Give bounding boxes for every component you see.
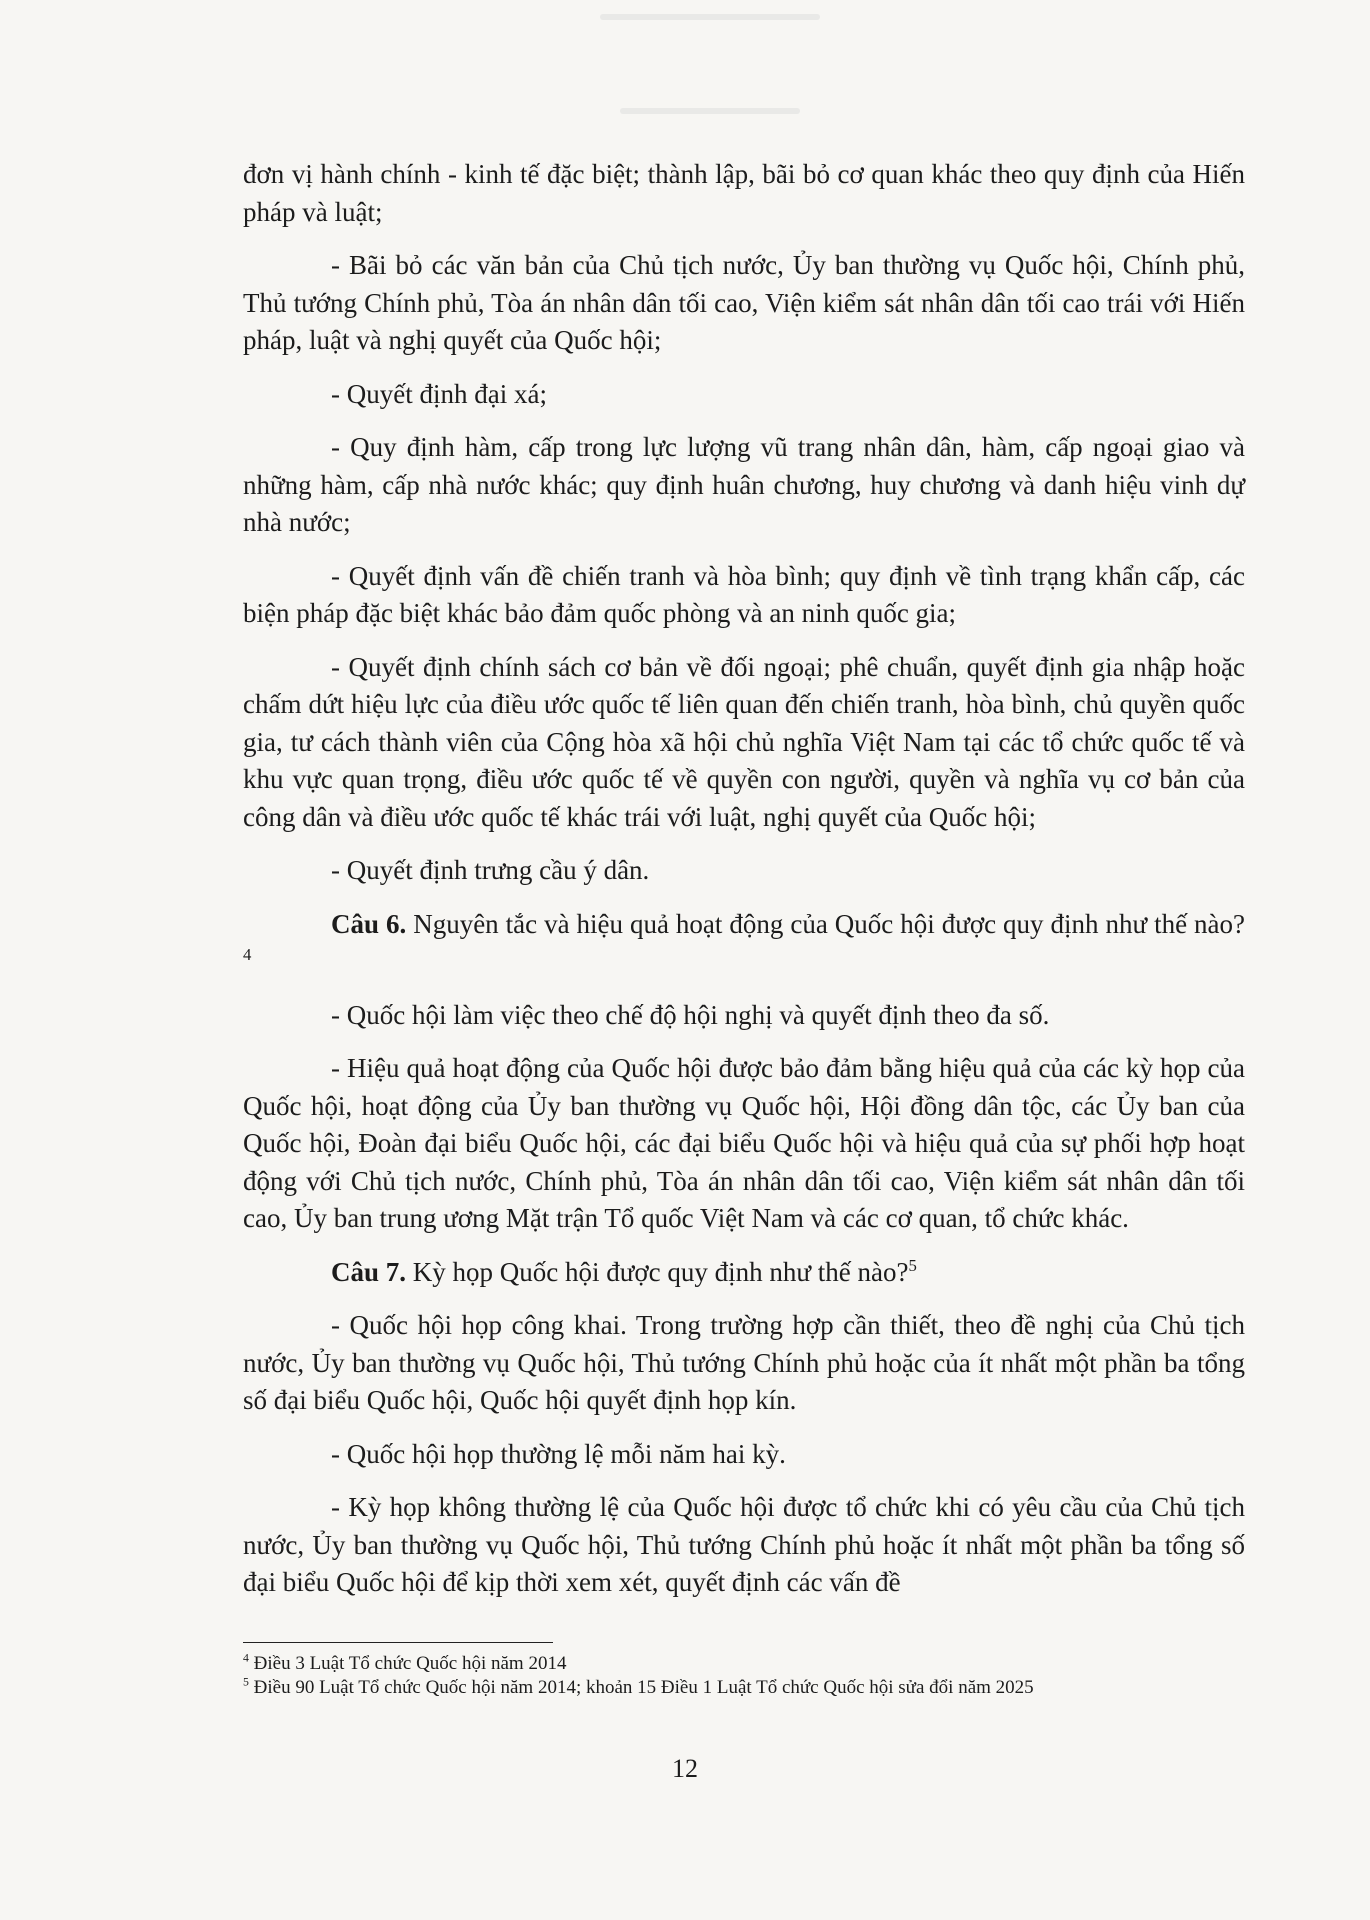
- paragraph: - Hiệu quả hoạt động của Quốc hội được bảo đảm bằng hiệu quả của các kỳ họp của Quốc hội, hoạt động của Ủy ban thường vụ Quốc hội, Hội đồng dân tộc, các Ủy ban của Quốc hội, Đoàn đại biểu Quốc hội, các đại biểu Quốc hội và hiệu quả của sự phối hợp hoạt động với Chủ tịch nước, Chính phủ, Tòa án nhân dân tối cao, Viện kiểm sát nhân dân tối cao, Ủy ban trung ương Mặt trận Tổ quốc Việt Nam và các cơ quan, tổ chức khác.: [243, 1053, 1245, 1233]
- question-6-label: Câu 6.: [331, 908, 407, 939]
- paragraph: - Quyết định chính sách cơ bản về đối ngoại; phê chuẩn, quyết định gia nhập hoặc chấm dứt hiệu lực của điều ước quốc tế liên quan đến chiến tranh, hòa bình, chủ quyền quốc gia, tư cách thành viên của Cộng hòa xã hội chủ nghĩa Việt Nam tại các tổ chức quốc tế và khu vực quan trọng, điều ước quốc tế về quyền con người, quyền và nghĩa vụ cơ bản của công dân và điều ước quốc tế khác trái với luật, nghị quyết của Quốc hội;: [243, 651, 1245, 832]
- question-7-heading: [243, 1254, 1245, 1292]
- footnote-text: Điều 3 Luật Tổ chức Quốc hội năm 2014: [248, 1653, 567, 1674]
- footnote-ref-5: 5: [908, 1255, 917, 1275]
- question-6-heading: [243, 906, 1245, 981]
- footnote-ref-4: 4: [243, 945, 252, 964]
- question-7-text: Kỳ họp Quốc hội được quy định như thế nào?: [406, 1256, 909, 1287]
- paragraph: - Quy định hàm, cấp trong lực lượng vũ trang nhân dân, hàm, cấp ngoại giao và những hàm, cấp nhà nước khác; quy định huân chương, huy chương và danh hiệu vinh dự nhà nước;: [243, 432, 1245, 537]
- paragraph: - Kỳ họp không thường lệ của Quốc hội được tổ chức khi có yêu cầu của Chủ tịch nước, Ủy ban thường vụ Quốc hội, Thủ tướng Chính phủ hoặc ít nhất một phần ba tổng số đại biểu Quốc hội để kịp thời xem xét, quyết định các vấn đề: [243, 1492, 1245, 1597]
- paragraph: - Quốc hội họp công khai. Trong trường hợp cần thiết, theo đề nghị của Chủ tịch nước, Ủy ban thường vụ Quốc hội, Thủ tướng Chính phủ hoặc của ít nhất một phần ba tổng số đại biểu Quốc hội, Quốc hội quyết định họp kín.: [243, 1310, 1245, 1415]
- footnotes: [243, 1652, 1245, 1700]
- paragraph: - Bãi bỏ các văn bản của Chủ tịch nước, Ủy ban thường vụ Quốc hội, Chính phủ, Thủ tướng Chính phủ, Tòa án nhân dân tối cao, Viện kiểm sát nhân dân tối cao trái với Hiến pháp, luật và nghị quyết của Quốc hội;: [243, 250, 1245, 355]
- question-7-label: Câu 7.: [331, 1256, 407, 1287]
- paragraph: - Quốc hội làm việc theo chế độ hội nghị và quyết định theo đa số.: [331, 999, 1050, 1030]
- footnote-marker: 5: [243, 1675, 249, 1689]
- paragraph: đơn vị hành chính - kinh tế đặc biệt; thành lập, bãi bỏ cơ quan khác theo quy định của Hiến pháp và luật;: [243, 159, 1245, 227]
- footnote-text: Điều 90 Luật Tổ chức Quốc hội năm 2014; khoản 15 Điều 1 Luật Tổ chức Quốc hội sửa đổi năm 2025: [248, 1677, 1034, 1698]
- paragraph: - Quyết định đại xá;: [331, 378, 547, 409]
- page-number: 12: [672, 1754, 698, 1783]
- paragraph: - Quyết định trưng cầu ý dân.: [331, 855, 650, 885]
- footnote-marker: 4: [243, 1651, 249, 1665]
- paragraph: - Quyết định vấn đề chiến tranh và hòa bình; quy định về tình trạng khẩn cấp, các biện pháp đặc biệt khác bảo đảm quốc phòng và an ninh quốc gia;: [243, 560, 1245, 628]
- paragraph: - Quốc hội họp thường lệ mỗi năm hai kỳ.: [331, 1438, 786, 1469]
- footnote-5: [243, 1676, 1245, 1700]
- scan-bleed-mark: [620, 108, 800, 114]
- scan-bleed-mark: [600, 14, 820, 20]
- question-6-text: Nguyên tắc và hiệu quả hoạt động của Quốc hội được quy định như thế nào?: [406, 908, 1246, 939]
- body-text: [243, 156, 1245, 1618]
- footnote-divider: [243, 1642, 553, 1643]
- footnote-4: [243, 1652, 1245, 1676]
